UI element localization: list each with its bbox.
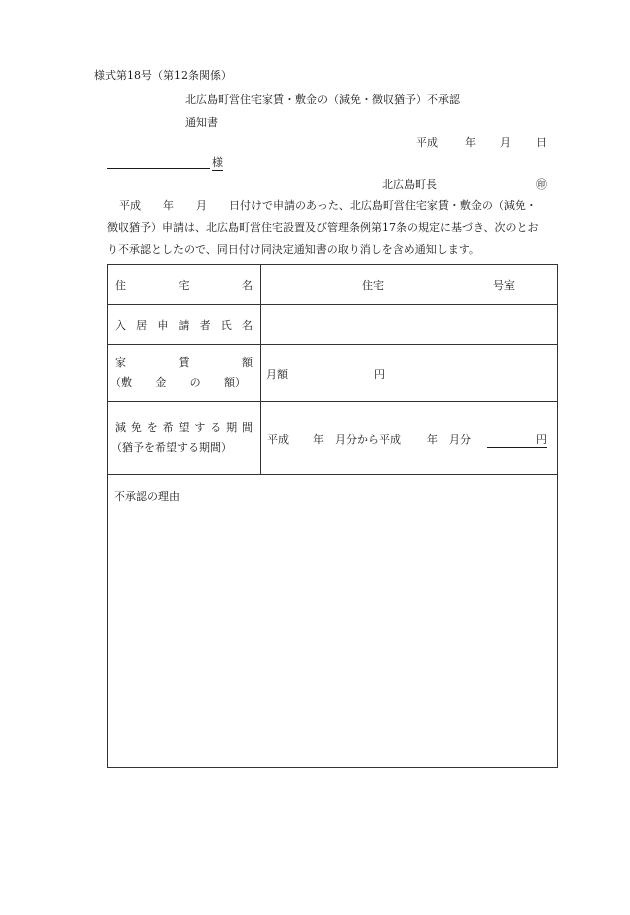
label-char: 者 <box>199 318 211 332</box>
label-char: 免 <box>130 421 142 434</box>
label-period-alt: （猶予を希望する期間） <box>111 441 232 454</box>
label-char: す <box>194 421 206 434</box>
issuer-name: 北広島町長 <box>382 178 437 191</box>
date-month-unit: 月 <box>500 136 511 149</box>
body-text-line1: 平成 年 月 日付けで申請のあった、北広島町営住宅家賃・敷金の（減免・ <box>119 199 537 212</box>
row-reason <box>108 475 558 768</box>
field-period[interactable] <box>261 402 558 475</box>
label-char: 額） <box>223 376 246 389</box>
addressee-suffix: 様 <box>212 156 223 169</box>
label-char: 請 <box>178 318 190 332</box>
label-char: の <box>189 376 201 389</box>
label-char: 金 <box>155 376 167 389</box>
field-reason[interactable] <box>108 475 558 768</box>
label-char: （敷 <box>110 376 132 389</box>
field-rent-amount[interactable] <box>261 345 558 402</box>
label-period <box>108 402 261 475</box>
row-rent <box>108 345 558 402</box>
label-char: 間 <box>242 421 253 434</box>
form-number: 様式第18号（第12条関係） <box>94 69 232 82</box>
residence-suffix: 住宅 <box>362 279 384 292</box>
rent-yen-unit: 円 <box>374 368 385 381</box>
label-char: 居 <box>136 318 148 332</box>
field-residence[interactable] <box>261 265 558 305</box>
label-char: 望 <box>178 421 190 434</box>
document-title: 北広島町営住宅家賃・敷金の（減免・徴収猶予）不承認 <box>185 93 460 106</box>
label-char: 申 <box>157 318 169 332</box>
label-char: 賃 <box>178 356 190 369</box>
seal-mark: ㊞ <box>536 178 547 191</box>
label-residence <box>108 265 261 305</box>
label-char: る <box>210 421 222 434</box>
label-char: 名 <box>242 278 253 292</box>
body-text-line3: り不承認としたので、同日付け同決定通知書の取り消しを含め通知します。 <box>107 243 480 256</box>
addressee-line <box>107 155 210 169</box>
label-char: 氏 <box>220 318 232 332</box>
label-char: 住 <box>115 278 126 292</box>
date-year-unit: 年 <box>465 136 476 149</box>
label-applicant <box>108 305 261 345</box>
body-text-line2: 徴収猶予）申請は、北広島町営住宅設置及び管理条例第17条の規定に基づき、次のとお <box>107 221 539 234</box>
label-char: 額 <box>242 356 253 369</box>
label-rent <box>108 345 261 402</box>
period-era: 平成 <box>267 433 289 446</box>
label-char: 名 <box>241 318 253 332</box>
date-era: 平成 <box>416 136 438 149</box>
form-table <box>107 264 558 768</box>
date-day-unit: 日 <box>536 136 547 149</box>
monthly-label: 月額 <box>266 368 288 381</box>
field-applicant-name[interactable] <box>261 305 558 345</box>
row-applicant <box>108 305 558 345</box>
period-amount-yen: 円 <box>487 431 547 448</box>
label-char: 宅 <box>178 278 190 292</box>
label-char: 入 <box>115 318 126 332</box>
label-char: を <box>146 421 158 434</box>
row-period <box>108 402 558 475</box>
period-from: 年 月分から平成 <box>313 433 401 446</box>
label-char: 希 <box>162 421 174 434</box>
label-char: 期 <box>226 421 238 434</box>
label-char: 家 <box>115 356 126 369</box>
period-to: 年 月分 <box>427 433 471 446</box>
label-char: 減 <box>115 421 126 434</box>
reason-label: 不承認の理由 <box>114 490 180 503</box>
document-title-suffix: 通知書 <box>185 116 218 129</box>
room-suffix: 号室 <box>493 279 515 292</box>
row-residence <box>108 265 558 305</box>
